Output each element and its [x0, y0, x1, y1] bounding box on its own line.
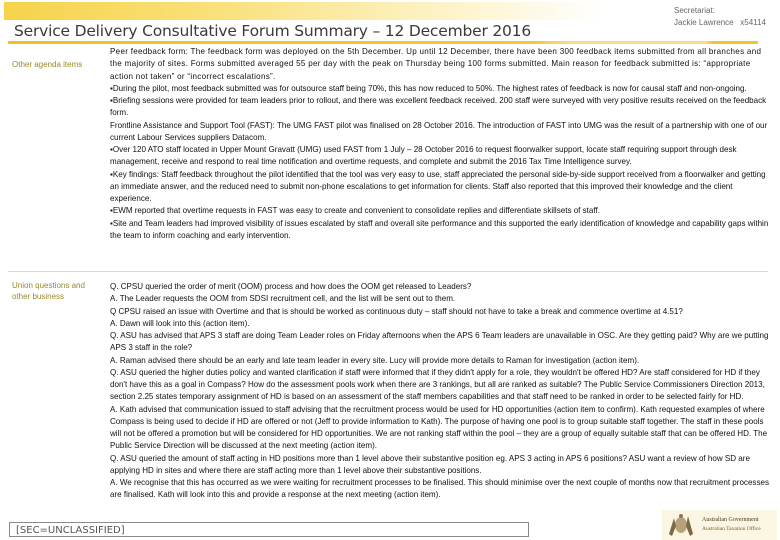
header-rule: [8, 41, 758, 44]
section-content-other-agenda: [110, 46, 770, 242]
section-divider: [8, 271, 768, 272]
paragraph: ▪During the pilot, most feedback submitted was for outsource staff being 70%, this has now reduced to 50%. The highest rates of feedback is now for causal staff and non-ongoing.: [110, 83, 747, 93]
coat-of-arms-icon: [666, 512, 696, 538]
answer: A. The Leader requests the OOM from SDSI recruitment cell, and the list will be sent out to them.: [110, 294, 456, 304]
question: Q. ASU has advised that APS 3 staff are doing Team Leader roles on Friday afternoons when the APS 6 Team leaders are unavailable in OSC. Are they getting paid? Why are we putting APS 3 staff in the role?: [110, 331, 769, 353]
secretariat-info: [674, 5, 766, 29]
question: Q. CPSU queried the order of merit (OOM) process and how does the OOM get released to Leaders?: [110, 282, 472, 291]
question: Q. ASU queried the higher duties policy and wanted clarification if staff were informed that if they didn't apply for a role, they wouldn't be offered HD? Are staff considered for HD if they don't have this as a goal in Compass? How do the assessment pools work when there are 3 rankings, but all are ranked as suitable? The Public Service Commissioners Direction 2013, section 2.25 states temporary assignment of HD is based on an assessment of the staff members capabilities and that staff need to be ranked in order to be selected fairly for HD.: [110, 367, 765, 402]
answer: A. Raman advised there should be an early and late team leader in every site. Lucy will provide more details to Raman for investigation (action item).: [110, 355, 640, 365]
secretariat-label: Secretariat:: [674, 6, 715, 15]
classification-label: [SEC=UNCLASSIFIED]: [9, 522, 529, 537]
logo-line-ato: Australian Taxation Office: [702, 526, 761, 532]
question: Q CPSU raised an issue with Overtime and that is should be worked as continuous duty – staff should not have to take a break and commence overtime at 4.51?: [110, 306, 683, 316]
paragraph: ▪Key findings: Staff feedback throughout the pilot identified that the tool was very easy to use, staff appreciated the personal side-by-side support received from a floorwalker and getting an immediate answer, and the reduced need to submit non-phone escalations to get information for clients. Staff also reported that this improved their knowledge and the client experience.: [110, 169, 766, 203]
section-label-union-questions: Union questions and other business: [12, 281, 85, 301]
answer: A. We recognise that this has occurred as we were waiting for recruitment processes to be finalised. This should minimise over the next couple of months now that recruitment processes are finalised. Kath will look into this and provide a response at the next meeting (action item).: [110, 478, 769, 500]
paragraph: ▪Over 120 ATO staff located in Upper Mount Gravatt (UMG) used FAST from 1 July – 28 October 2016 to request floorwalker support, locate staff requiring support through desk management, receive and respond to real time notification and overtime requests, and complete and submit the 2016 Tax Time Intelligence survey.: [110, 145, 737, 167]
paragraph: ▪Site and Team leaders had improved visibility of issues escalated by staff and overall site performance and this supported the early identification of knowledge and capability gaps within the team to inform coaching and early intervention.: [110, 218, 769, 240]
section-label-other-agenda: Other agenda items: [12, 60, 83, 69]
paragraph: Peer feedback form: The feedback form was deployed on the 5th December. Up until 12 December, there have been 300 feedback items submitted from all branches and the majority of sites. Forms submitted averaged 55 per day with the peak on Thursday being 100 forms submitted. Main reason for feedback submitted is: “appropriate action not taken” or “incorrect escalations”.: [110, 47, 762, 81]
paragraph: ▪Briefing sessions were provided for team leaders prior to rollout, and there was excellent feedback received. 200 staff were surveyed with very positive results received on the feedback form.: [110, 96, 767, 118]
australian-government-logo: [662, 510, 777, 540]
answer: A. Kath advised that communication issued to staff advising that the recruitment process would be used for HD opportunities (action item to confirm). Kath requested examples of where Compass is being used to decide if HD are offered or not (Jeff to provide information to Kath). The purpose of having one pool is to group suitable staff together. The staff in these pools will not be offered a promotion but will be considered for HD opportunities. We are not ranking staff within the pool – they are a group of equally suitable staff that can be offered HD. The Public Service Direction will be discussed at the next meeting (action item).: [110, 404, 768, 451]
section-content-union-questions: [110, 281, 770, 502]
secretariat-contact: Jackie Lawrence x54114: [674, 18, 766, 27]
page-title: Service Delivery Consultative Forum Summary – 12 December 2016: [14, 22, 531, 40]
logo-line-government: Australian Government: [702, 517, 759, 523]
paragraph: Frontline Assistance and Support Tool (FAST): The UMG FAST pilot was finalised on 28 October 2016. The introduction of FAST into UMG was the result of a partnership with one of our current Labour Services suppliers Datacom.: [110, 120, 768, 142]
question: Q. ASU queried the amount of staff acting in HD positions more than 1 level above their substantive position eg. APS 3 acting in APS 6 positions? ASU want a review of how SD are applying HD in sites and where there are staff acting more than 1 level above their substantive positions.: [110, 453, 750, 475]
paragraph: ▪EWM reported that overtime requests in FAST was easy to create and convenient to consolidate replies and differentiate skillsets of staff.: [110, 206, 600, 216]
answer: A. Dawn will look into this (action item).: [110, 318, 250, 328]
header-gradient-band: [4, 2, 604, 20]
